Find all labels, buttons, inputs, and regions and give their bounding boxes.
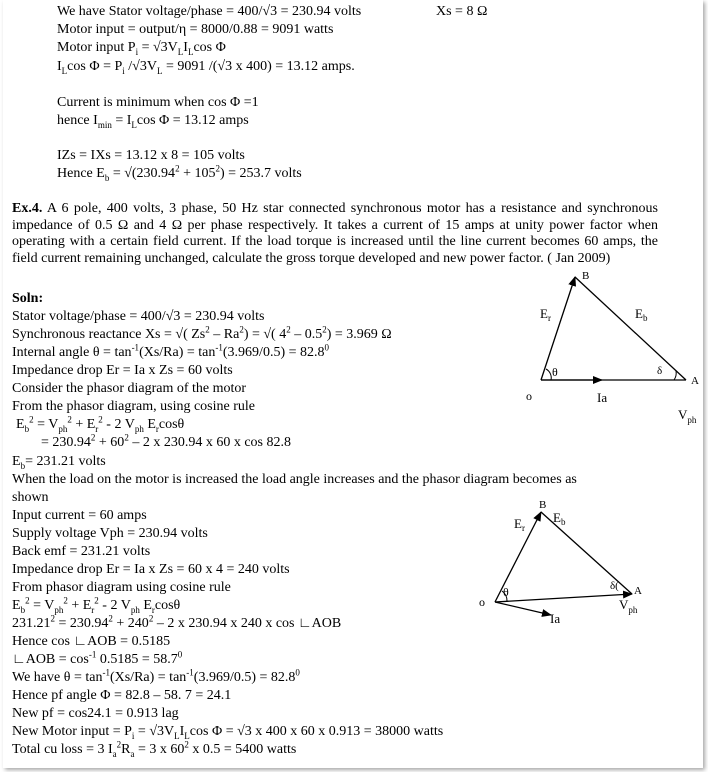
label-b: B [582, 270, 590, 282]
soln-line-25: Total cu loss = 3 $I_a^2R_a = 3$ x $60^2$ x 0.5 = 5400 watts [12, 739, 297, 759]
soln-line-11: shown [12, 490, 49, 505]
label-eb-2: $E_b$ [553, 510, 566, 527]
soln-heading: Soln: [12, 291, 44, 306]
label-eb: $E_b$ [635, 306, 648, 323]
soln-line-3: Internal angle $\theta = \tan^{-1}(Xs/Ra) = \tan^{-1}(3.969/0.5) = 82.8^0$ [12, 342, 329, 360]
soln-line-9: $E_b= 231.21$ volts [12, 454, 106, 471]
label-theta-2: θ [503, 585, 509, 599]
soln-line-1: Stator voltage/phase = 400/√3 = 230.94 volts [12, 309, 265, 324]
soln-line-24: New Motor input = $P_i = √3V_LI_L\cos$ Φ = √3 x 400 x 60 x 0.913 = 38000 watts [12, 724, 444, 741]
theta-arc [546, 369, 551, 380]
label-vph-2: $V_{ph}$ [619, 597, 638, 615]
soln-line-19: Hence cos ∟AOB = 0.5185 [12, 634, 171, 649]
label-ia-2: Ia [550, 611, 561, 626]
document-page [3, 0, 703, 768]
soln-line-7: $E_b^2 = V_{ph}^2 + E_r^2 - 2$ $V_{ph}$ $E_r\cos\theta$ [16, 414, 185, 434]
soln-line-17: $E_b^2 = V_{ph}^2 + E_r^2 - 2$ $V_{ph}$ $E_r\cos\theta$ [12, 595, 181, 615]
delta-arc [674, 371, 676, 380]
soln-line-6: From the phasor diagram, using cosine rule [12, 399, 256, 414]
izs-line: IZs = IXs = 13.12 x 8 = 105 volts [57, 148, 245, 163]
soln-line-18: $231.21^2 = 230.94^2 + 240^2 - 2$ x 230.94 x 240 x cos ∟AOB [12, 613, 342, 631]
label-a: A [691, 375, 699, 387]
label-a-2: A [634, 585, 642, 597]
stator-voltage-line: We have Stator voltage/phase = 400/√3 = 230.94 volts [57, 4, 362, 19]
soln-line-23: New pf = cos24.1 = 0.913 lag [12, 706, 179, 721]
motor-input-line: Motor input = output/η = 8000/0.88 = 9091 watts [57, 22, 334, 37]
phasor-diagram-1 [508, 262, 708, 432]
soln-line-16: From phasor diagram using cosine rule [12, 580, 231, 595]
il-cos-line: $I_L\cos$ $\Phi = P_i$ $/√3V_L = 9091$ /(√3 x 400) = 13.12 amps. [57, 59, 355, 76]
hence-eb-line: Hence $E_b = √(230.94^2 + 105^2) = 253.7$ volts [57, 163, 302, 183]
xs-value: Xs = 8 Ω [436, 4, 488, 19]
label-er-2: $E_r$ [514, 516, 525, 533]
vph-line-2 [495, 594, 632, 602]
label-ia: Ia [597, 390, 608, 405]
example-4-problem: Ex.4. A 6 pole, 400 volts, 3 phase, 50 Hz star connected synchronous motor has a resistance and synchronous impedance of 0.5 Ω and 4 Ω per phase respectively. It takes a current of 15 amps at unity power factor when operating with a certain field current. If the load torque is increased until the line current becomes 60 amps, the field current remaining unchanged, calculate the gross torque developed and new power factor. ( Jan 2009) [12, 201, 658, 266]
soln-line-8: = $230.94^2 + 60^2 - 2$ x 230.94 x 60 x cos 82.8 [41, 432, 291, 450]
soln-line-20: ∟AOB = $\cos^{-1} 0.5185 = 58.7^0$ [12, 649, 183, 667]
current-minimum-line: Current is minimum when cos Φ =1 [57, 95, 259, 110]
soln-line-4: Impedance drop Er = Ia x Zs = 60 volts [12, 363, 233, 378]
phasor-diagram-2 [471, 492, 671, 642]
motor-input-pi-line: Motor input $P_i = √3V_LI_L\cos$ Φ [57, 40, 226, 57]
imin-line: hence $I_{min} = I_L\cos$ Φ = 13.12 amps [57, 113, 249, 130]
ia-arrow-2 [495, 602, 551, 615]
soln-line-21: We have $\theta = \tan^{-1}(Xs/Ra) = \tan^{-1}(3.969/0.5) = 82.8^0$ [12, 667, 300, 685]
soln-line-22: Hence pf angle Φ = 82.8 – 58. 7 = 24.1 [12, 688, 232, 703]
label-er: $E_r$ [540, 306, 551, 323]
soln-line-12: Input current = 60 amps [12, 508, 147, 523]
label-delta-2: δ( [610, 580, 619, 592]
label-o-2: o [479, 595, 485, 609]
label-o: o [526, 389, 532, 403]
eb-line [575, 277, 686, 380]
soln-line-15: Impedance drop Er = Ia x Zs = 60 x 4 = 240 volts [12, 562, 290, 577]
label-vph: $V_{ph}$ [678, 407, 697, 425]
soln-line-5: Consider the phasor diagram of the motor [12, 381, 247, 396]
label-b-2: B [539, 499, 547, 511]
soln-line-2: Synchronous reactance Xs = √( $Zs^2 - Ra^2$) = √( $4^2 - 0.5^2) = 3.969$ Ω [12, 324, 392, 342]
label-delta: δ [657, 365, 663, 377]
soln-line-10: When the load on the motor is increased the load angle increases and the phasor diagram becomes as [12, 472, 577, 487]
soln-line-14: Back emf = 231.21 volts [12, 544, 151, 559]
soln-line-13: Supply voltage Vph = 230.94 volts [12, 526, 208, 541]
er-arrow [541, 277, 575, 380]
label-theta: θ [552, 365, 558, 379]
